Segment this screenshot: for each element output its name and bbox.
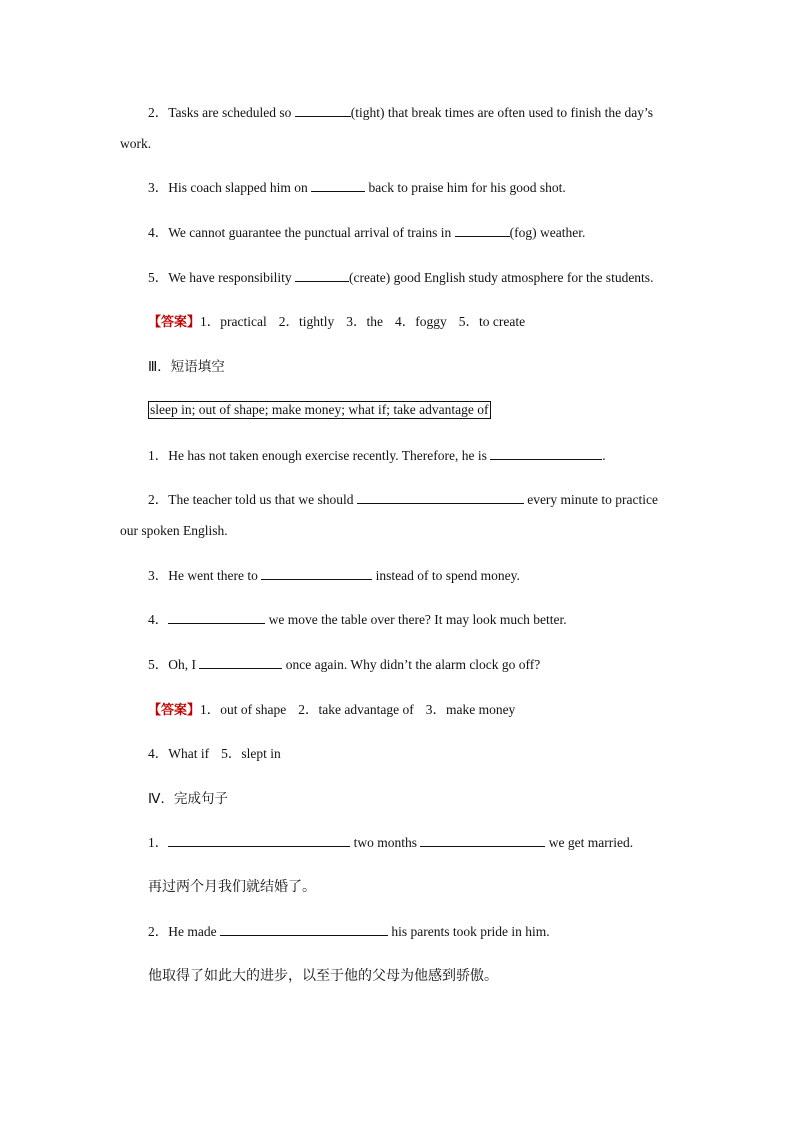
- answer-item: 3．the: [346, 314, 383, 329]
- item-number: 5．: [148, 657, 169, 672]
- answer-item: 4．foggy: [395, 314, 447, 329]
- chinese-hint: 再过两个月我们就结婚了。: [148, 879, 316, 895]
- item-text: He made: [168, 924, 220, 939]
- answer-item: 4．What if: [148, 746, 210, 761]
- exercise-item-continuation: [120, 135, 151, 153]
- item-text: The teacher told us that we should: [168, 492, 357, 507]
- answer-item: 2．take advantage of: [298, 702, 414, 717]
- item-text: We have responsibility: [168, 270, 296, 285]
- item-text: two months: [350, 835, 421, 850]
- answer-tag: 【答案】: [148, 315, 201, 330]
- answer-tag: 【答案】: [148, 703, 201, 718]
- item-text: We cannot guarantee the punctual arrival of trains in: [168, 225, 455, 240]
- item-text: his parents took pride in him.: [387, 924, 550, 939]
- section-heading: Ⅲ．短语填空: [148, 359, 225, 375]
- exercise-item-continuation: [120, 522, 228, 540]
- exercise-item: [148, 269, 653, 287]
- answer-item: 5．to create: [458, 314, 526, 329]
- item-text: our spoken English.: [120, 523, 228, 538]
- exercise-item: [148, 224, 585, 242]
- answer-blank[interactable]: [199, 656, 282, 669]
- item-number: 1．: [148, 835, 169, 850]
- item-number: 2．: [148, 105, 169, 120]
- answer-blank[interactable]: [490, 447, 602, 460]
- answer-item: 1．practical: [200, 314, 267, 329]
- exercise-item: [148, 611, 567, 629]
- answer-line: [148, 701, 515, 720]
- exercise-item: [148, 104, 653, 122]
- item-text: once again. Why didn’t the alarm clock go off?: [282, 657, 541, 672]
- exercise-item: [148, 834, 633, 852]
- item-text: He has not taken enough exercise recently. Therefore, he is: [168, 448, 491, 463]
- item-text: instead of to spend money.: [372, 568, 520, 583]
- item-text: He went there to: [168, 568, 262, 583]
- item-text: we move the table over there? It may look much better.: [265, 612, 567, 627]
- word-bank-box: sleep in; out of shape; make money; what if; take advantage of: [150, 402, 489, 417]
- section-heading: Ⅳ．完成句子: [148, 791, 228, 807]
- exercise-item: [148, 491, 658, 509]
- answer-blank[interactable]: [261, 567, 372, 580]
- item-text: .: [602, 448, 606, 463]
- answer-blank[interactable]: [168, 834, 350, 847]
- exercise-item: [148, 656, 540, 674]
- item-text: Tasks are scheduled so: [168, 105, 295, 120]
- item-text: every minute to practice: [523, 492, 659, 507]
- item-number: 2．: [148, 492, 169, 507]
- item-text: Oh, I: [168, 657, 200, 672]
- item-text: His coach slapped him on: [168, 180, 312, 195]
- answer-item: 1．out of shape: [200, 702, 287, 717]
- answer-blank[interactable]: [420, 834, 545, 847]
- exercise-item: [148, 567, 520, 585]
- answer-item: 2．tightly: [278, 314, 335, 329]
- exercise-item: [148, 923, 550, 941]
- item-number: 3．: [148, 568, 169, 583]
- answer-blank[interactable]: [455, 224, 510, 237]
- item-number: 4．: [148, 225, 169, 240]
- answer-blank[interactable]: [311, 179, 365, 192]
- item-text: back to praise him for his good shot.: [365, 180, 566, 195]
- exercise-item: [148, 179, 566, 197]
- answer-blank[interactable]: [220, 923, 388, 936]
- answer-blank[interactable]: [295, 269, 349, 282]
- item-number: 1．: [148, 448, 169, 463]
- item-number: 3．: [148, 180, 169, 195]
- answer-line: [148, 745, 281, 763]
- answer-item: 3．make money: [425, 702, 516, 717]
- answer-blank[interactable]: [295, 104, 351, 117]
- chinese-hint: 他取得了如此大的进步，以至于他的父母为他感到骄傲。: [148, 968, 498, 984]
- item-text: work.: [120, 136, 152, 151]
- answer-blank[interactable]: [357, 491, 524, 504]
- item-number: 2．: [148, 924, 169, 939]
- item-text: (create) good English study atmosphere for the students.: [349, 270, 654, 285]
- answer-blank[interactable]: [168, 611, 265, 624]
- item-text: (tight) that break times are often used to finish the day’s: [350, 105, 653, 120]
- item-text: we get married.: [545, 835, 634, 850]
- item-number: 5．: [148, 270, 169, 285]
- item-text: (fog) weather.: [509, 225, 586, 240]
- item-number: 4．: [148, 612, 169, 627]
- answer-item: 5．slept in: [221, 746, 281, 761]
- answer-line: [148, 313, 525, 332]
- exercise-item: [148, 447, 606, 465]
